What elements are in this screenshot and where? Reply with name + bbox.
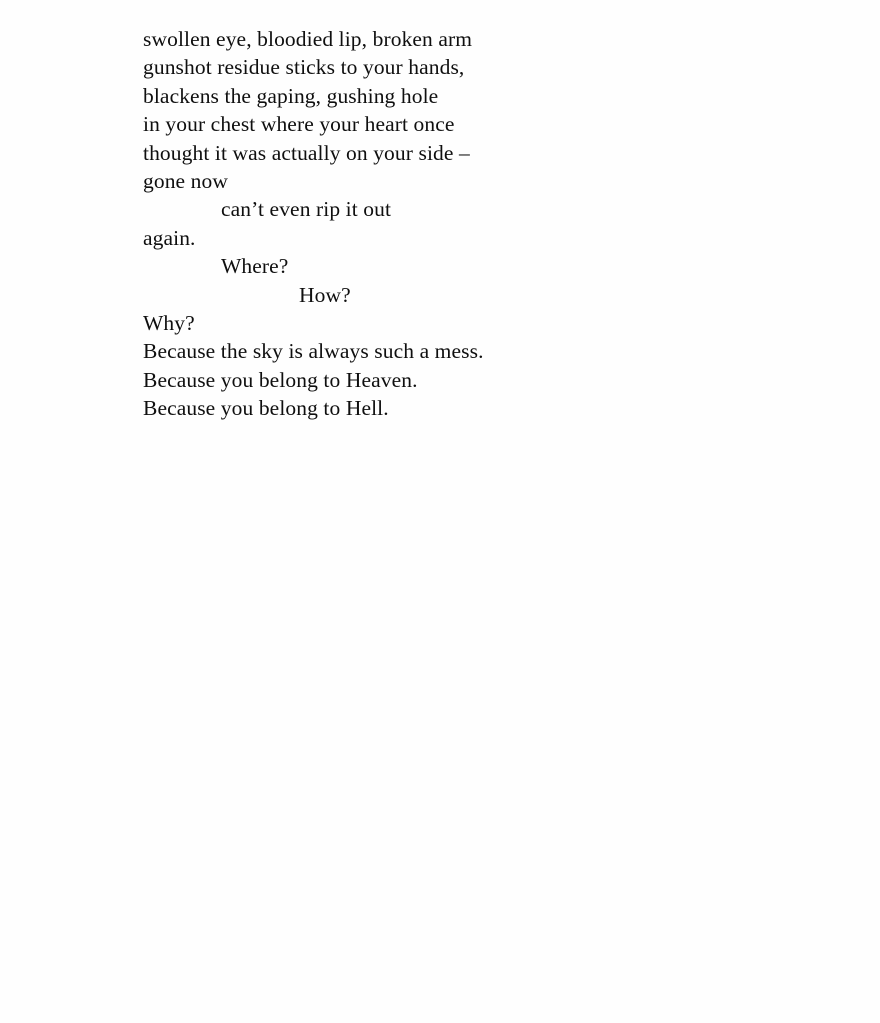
poem-line: gone now — [143, 168, 228, 193]
poem-line: gunshot residue sticks to your hands, — [143, 55, 465, 80]
poem-line: Why? — [143, 310, 195, 335]
poem-line-indented: Where? — [221, 254, 289, 279]
poem-line: Because the sky is always such a mess. — [143, 339, 484, 364]
poem-line: thought it was actually on your side – — [143, 140, 470, 165]
poem-line-double-indented: How? — [299, 282, 351, 307]
poem-line: blackens the gaping, gushing hole — [143, 83, 439, 108]
poem-line: swollen eye, bloodied lip, broken arm — [143, 27, 473, 51]
poem-line: Because you belong to Heaven. — [143, 367, 418, 392]
poem-line: in your chest where your heart once — [143, 112, 455, 137]
poem-line: Because you belong to Hell. — [143, 396, 389, 421]
poem-line-indented: can’t even rip it out — [221, 197, 392, 222]
poem-line: again. — [143, 225, 196, 250]
poem-text — [143, 25, 563, 422]
